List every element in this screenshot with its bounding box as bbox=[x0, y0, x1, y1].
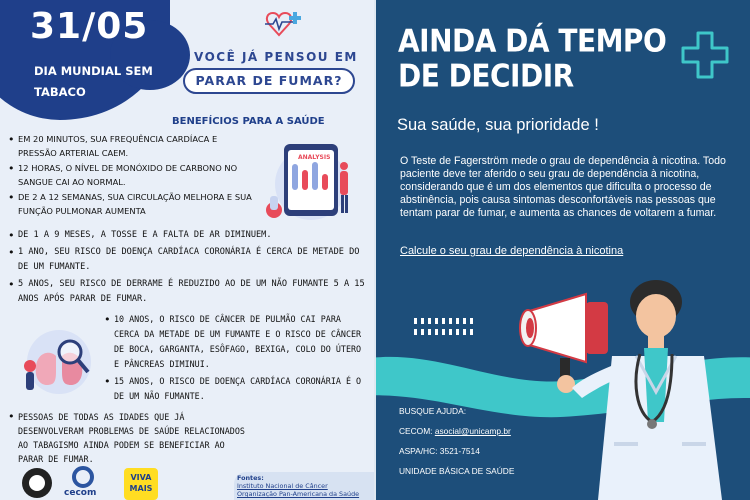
list-item: • DE 2 A 12 SEMANAS, SUA CIRCULAÇÃO MELHORA E SUA FUNÇÃO PULMONAR AUMENTA bbox=[8, 191, 258, 218]
heart-pulse-icon bbox=[263, 10, 303, 38]
list-item: • 1 ANO, SEU RISCO DE DOENÇA CARDÍACA CORONÁRIA É CERCA DE METADE DO DE UM FUMANTE. bbox=[8, 245, 368, 275]
benefits-list-2 bbox=[8, 228, 368, 309]
question-pill: PARAR DE FUMAR? bbox=[183, 68, 355, 94]
event-name-line2: TABACO bbox=[34, 85, 86, 99]
right-title: AINDA DÁ TEMPO DE DECIDIR bbox=[398, 22, 667, 95]
benefits-title: BENEFÍCIOS PARA A SAÚDE bbox=[172, 116, 325, 127]
basic-health-unit: UNIDADE BÁSICA DE SAÚDE bbox=[399, 466, 515, 476]
help-title: BUSQUE AJUDA: bbox=[399, 406, 467, 416]
illustration-label: ANALYSIS bbox=[298, 154, 331, 161]
cecom-label: CECOM: bbox=[399, 426, 435, 436]
list-item: • EM 20 MINUTOS, SUA FREQUÊNCIA CARDÍACA E PRESSÃO ARTERIAL CAEM. bbox=[8, 133, 258, 160]
sources-box bbox=[234, 472, 376, 500]
decorative-dashes bbox=[414, 316, 474, 338]
lungs-magnifier-illustration bbox=[16, 326, 102, 396]
benefits-list-1 bbox=[8, 133, 258, 220]
viva-mais-logo bbox=[124, 468, 158, 500]
unicamp-logo bbox=[22, 468, 52, 498]
list-item: • DE 1 A 9 MESES, A TOSSE E A FALTA DE AR DIMINUEM. bbox=[8, 228, 368, 243]
aspa-contact: ASPA/HC: 3521-7514 bbox=[399, 446, 480, 456]
list-item: • 12 HORAS, O NÍVEL DE MONÓXIDO DE CARBONO NO SANGUE CAI AO NORMAL. bbox=[8, 162, 258, 189]
health-analysis-illustration bbox=[262, 140, 360, 222]
list-item: • PESSOAS DE TODAS AS IDADES QUE JÁ DESENVOLVERAM PROBLEMAS DE SAÚDE RELACIONADOS AO TABAGISMO AINDA PODEM SE BENEFICIAR AO PARAR DE FUMAR. bbox=[8, 410, 248, 466]
list-item: • 5 ANOS, SEU RISCO DE DERRAME É REDUZIDO AO DE UM NÃO FUMANTE 5 A 15 ANOS APÓS PARAR DE FUMAR. bbox=[8, 277, 368, 307]
calculate-dependency-link[interactable]: Calcule o seu grau de dependência à nicotina bbox=[400, 245, 624, 257]
list-item: • 10 ANOS, O RISCO DE CÂNCER DE PULMÃO CAI PARA CERCA DA METADE DE UM FUMANTE E O RISCO DE CÂNCER DE BOCA, GARGANTA, ESÔFAGO, BEXIGA, COLO DO ÚTERO E PÂNCREAS DIMINUI. bbox=[104, 312, 366, 372]
date: 31/05 bbox=[30, 6, 149, 47]
viva-logo-line1: VIVA bbox=[130, 473, 152, 482]
right-subtitle: Sua saúde, sua prioridade ! bbox=[397, 116, 599, 134]
question-line1: VOCÊ JÁ PENSOU EM bbox=[194, 50, 358, 64]
cecom-logo-text: cecom bbox=[64, 488, 97, 498]
fagerstrom-paragraph: O Teste de Fagerström mede o grau de dependência à nicotina. Todo paciente deve ter aferido o seu grau de dependência à nicotina, considerando que é um dos elementos que dificulta o processo de abstinência, pois causa sintomas desconfortáveis nas pessoas que tentam parar de fumar, e aumenta as chances de voltarem a fumar. bbox=[400, 155, 726, 219]
doctor-megaphone-illustration bbox=[516, 272, 750, 500]
plus-cross-icon bbox=[680, 30, 730, 80]
source-link-opas[interactable]: Organização Pan-Americana da Saúde bbox=[237, 490, 360, 498]
source-link-inca[interactable]: Instituto Nacional de Câncer bbox=[237, 482, 328, 490]
event-name-line1: DIA MUNDIAL SEM bbox=[34, 64, 153, 78]
sources-label: Fontes: bbox=[237, 474, 264, 482]
cecom-logo bbox=[64, 466, 96, 498]
cecom-email-link[interactable]: asocial@unicamp.br bbox=[434, 426, 511, 436]
list-item: • 15 ANOS, O RISCO DE DOENÇA CARDÍACA CORONÁRIA É O DE UM NÃO FUMANTE. bbox=[104, 374, 366, 404]
viva-logo-line2: MAIS bbox=[129, 484, 153, 493]
benefits-list-3 bbox=[104, 312, 366, 406]
right-panel bbox=[376, 0, 750, 500]
cecom-contact bbox=[399, 426, 511, 436]
